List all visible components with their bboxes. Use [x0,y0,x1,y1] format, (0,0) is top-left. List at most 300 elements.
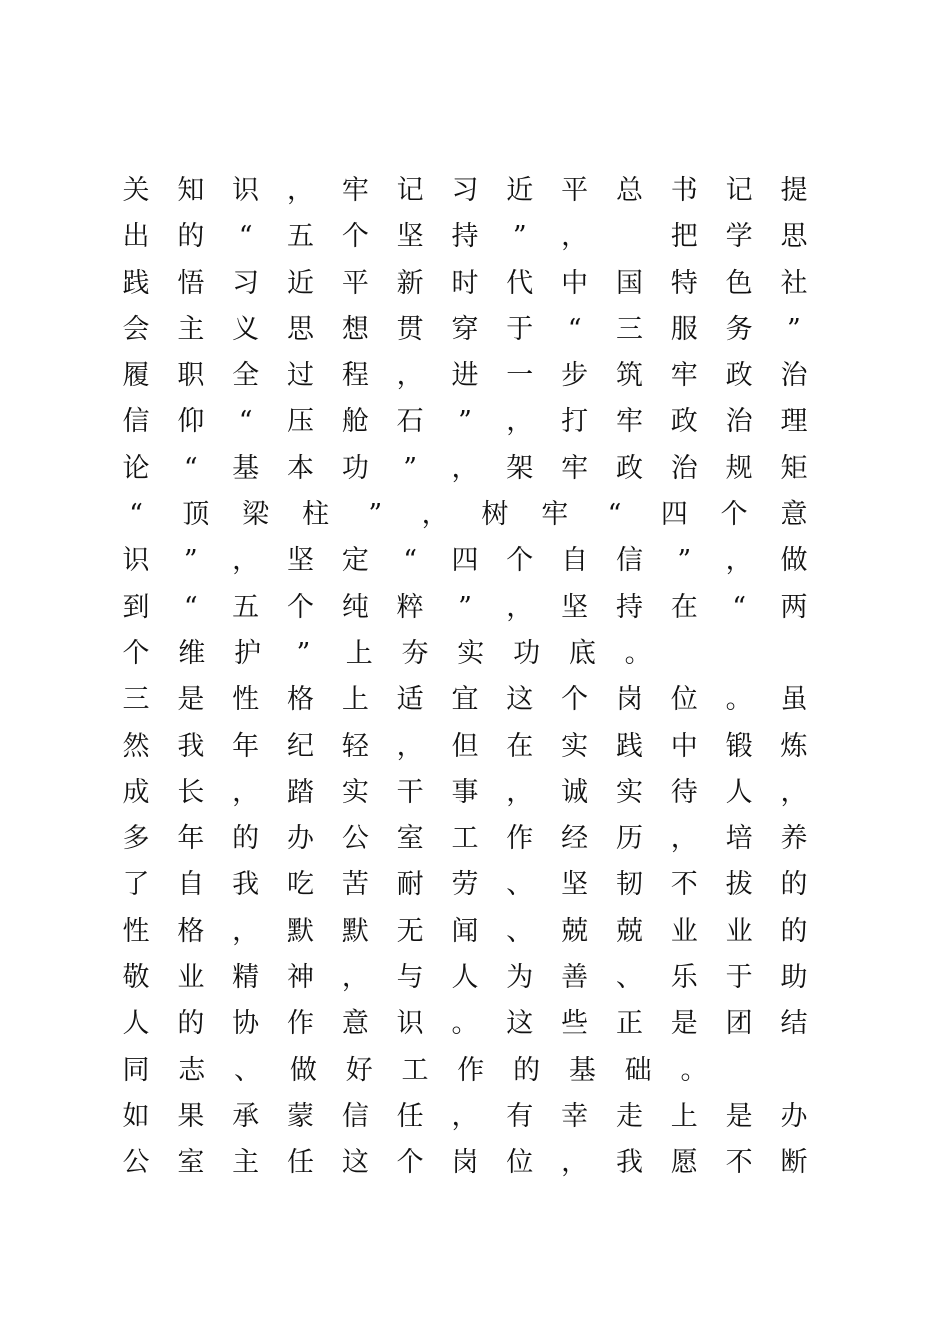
text-char: 、 [234,1054,262,1086]
text-char: 我 [615,1147,643,1179]
text-char: 无 [396,915,424,947]
text-char: 两 [780,591,808,623]
text-char: ， [780,776,808,808]
text-char: 协 [232,1008,260,1040]
text-char: ， [506,406,534,438]
text-char: 会 [122,313,150,345]
text-char: 这 [506,684,534,716]
text-char: 个 [561,684,589,716]
text-char: 护 [234,637,262,669]
text-char: 历 [615,823,643,855]
text-char: ， [506,591,534,623]
text-char: 习 [451,175,479,206]
text-char: 宜 [451,684,479,716]
text-char: 劳 [451,869,479,901]
text-char: 诚 [561,776,589,808]
text-char: 业 [177,962,205,994]
text-char: 个 [506,545,534,577]
text-char: 特 [670,267,698,299]
text-char: 治 [725,406,753,438]
text-char: 总 [615,175,643,206]
text-char: 工 [401,1054,429,1086]
text-char: ” [458,406,472,438]
text-char: 耐 [396,869,424,901]
text-char: 吃 [286,869,314,901]
text-char: 三 [122,684,150,716]
text-line [122,261,808,307]
text-char: 工 [451,823,479,855]
text-char: 我 [232,869,260,901]
text-char: ， [725,545,753,577]
text-char: 到 [122,591,150,623]
text-char: 正 [615,1008,643,1040]
text-line [122,168,808,214]
text-char: 蒙 [286,1100,314,1132]
text-char: 室 [177,1147,205,1179]
text-char: 纯 [341,591,369,623]
text-char: 功 [513,637,541,669]
text-char: 持 [615,591,643,623]
text-char: 岗 [615,684,643,716]
text-char: 把 [670,221,698,253]
text-char: “ [183,591,198,623]
text-char: 断 [780,1147,808,1179]
text-char: 于 [725,962,753,994]
text-char: 锻 [725,730,753,762]
text-char: ， [451,1100,479,1132]
text-char: 牢 [615,406,643,438]
text-char: 信 [615,545,643,577]
text-char: 位 [670,684,698,716]
text-char: 实 [615,776,643,808]
text-char: 想 [341,313,369,345]
text-char: 贯 [396,313,424,345]
text-char: 实 [457,637,485,669]
text-char: 论 [122,452,150,484]
text-char: 矩 [780,452,808,484]
text-char: 维 [178,637,206,669]
text-char: 舱 [341,406,369,438]
text-char: 愿 [670,1147,698,1179]
text-char: 职 [177,360,205,392]
text-char: 培 [725,823,753,855]
text-char: ” [296,637,311,669]
text-char: 室 [396,823,424,855]
text-char: 政 [670,406,698,438]
text-char: 一 [506,360,534,392]
text-char: 这 [341,1147,369,1179]
text-char: 作 [457,1054,485,1086]
text-char: 业 [670,915,698,947]
text-line [122,631,808,677]
text-char: 是 [177,684,205,716]
text-char: 在 [506,730,534,762]
text-char: ， [286,175,314,206]
text-char: 位 [506,1147,534,1179]
text-char: 的 [780,915,808,947]
text-char: “ [238,406,253,438]
text-char: 顶 [182,499,210,531]
text-char: 这 [506,1008,534,1040]
text-char: 。 [680,1054,708,1086]
text-char: 意 [341,1008,369,1040]
text-char: 是 [670,1008,698,1040]
text-line [122,1140,808,1186]
text-char: 默 [341,915,369,947]
text-char: 牢 [341,175,369,206]
text-char: 结 [780,1008,808,1040]
text-char: 个 [122,637,150,669]
text-char: 纪 [286,730,314,762]
text-char: 岗 [451,1147,479,1179]
text-char: 多 [122,823,150,855]
text-char: 规 [725,452,753,484]
text-line [122,862,808,908]
text-char: 个 [341,221,369,253]
text-char: 牢 [541,499,569,531]
text-char: 础 [624,1054,652,1086]
text-char: 书 [670,175,698,206]
text-char: 的 [232,823,260,855]
text-char: 是 [725,1100,753,1132]
text-line [122,214,808,260]
text-char: 干 [396,776,424,808]
text-char: 坚 [561,591,589,623]
text-char: 压 [286,406,314,438]
text-line [122,1094,808,1140]
text-char: 与 [396,962,424,994]
text-char: 记 [725,175,753,206]
text-char: 石 [396,406,424,438]
text-line [122,538,808,584]
text-char: 识 [122,545,150,577]
text-char: 政 [725,360,753,392]
text-char: 悟 [177,267,205,299]
text-char: 长 [177,776,205,808]
text-line [122,724,808,770]
text-char: “ [238,221,253,253]
text-char: 中 [561,267,589,299]
text-char: 兢 [615,915,643,947]
text-char: 政 [615,452,643,484]
text-char: 善 [561,962,589,994]
text-char: ， [232,776,260,808]
text-char: 新 [396,267,424,299]
text-char: 程 [341,360,369,392]
text-char: 牢 [670,360,698,392]
text-char: ” [787,313,801,345]
text-char: “ [183,452,198,484]
text-char: 年 [177,823,205,855]
text-char: 习 [232,267,260,299]
text-char: 、 [506,915,534,947]
text-char: 服 [670,313,698,345]
text-char: 志 [178,1054,206,1086]
text-line [122,677,808,723]
text-char: 持 [451,221,479,253]
text-char: 基 [568,1054,596,1086]
text-char: ， [341,962,369,994]
text-char: 实 [561,730,589,762]
text-char: ” [677,545,692,577]
text-char: 韧 [615,869,643,901]
text-char: 了 [122,869,150,901]
text-char: 于 [506,313,534,345]
text-char: 本 [286,452,314,484]
text-line [122,399,808,445]
text-char: 治 [670,452,698,484]
text-char: 作 [506,823,534,855]
text-char: 提 [780,175,808,206]
text-char: 有 [506,1100,534,1132]
text-char: ， [396,730,424,762]
text-char: 义 [232,313,260,345]
text-char: ， [232,915,260,947]
text-line [122,307,808,353]
text-char: 务 [725,313,753,345]
text-char: 三 [615,313,643,345]
text-char: 自 [561,545,589,577]
text-char: 关 [122,175,150,206]
text-char: 近 [286,267,314,299]
text-char: 色 [725,267,753,299]
text-char: 我 [177,730,205,762]
text-char: 四 [660,499,688,531]
text-char: “ [607,499,622,531]
text-char: 坚 [561,869,589,901]
text-char: 思 [286,313,314,345]
text-char: ， [506,776,534,808]
text-char: ” [403,452,418,484]
text-char: 、 [506,869,534,901]
text-char: 好 [345,1054,373,1086]
text-char: 性 [122,915,150,947]
text-char: 的 [513,1054,541,1086]
text-char: 平 [341,267,369,299]
text-char: 树 [481,499,509,531]
text-char: ， [561,221,589,253]
text-char: 打 [561,406,589,438]
text-char: 中 [670,730,698,762]
text-char: 乐 [670,962,698,994]
text-char: 苦 [341,869,369,901]
text-char: 业 [725,915,753,947]
text-char: 个 [396,1147,424,1179]
text-char: 底 [568,637,596,669]
text-char: 主 [232,1147,260,1179]
text-char: “ [403,545,418,577]
text-char: 主 [177,313,205,345]
text-char: 事 [451,776,479,808]
text-char: ， [561,1147,589,1179]
text-char: 四 [451,545,479,577]
text-char: 走 [615,1100,643,1132]
text-char: 穿 [451,313,479,345]
text-char: 粹 [396,591,424,623]
text-char: “ [567,313,582,345]
text-char: 筑 [615,360,643,392]
text-char: 然 [122,730,150,762]
text-char: 虽 [780,684,808,716]
text-char: 幸 [561,1100,589,1132]
text-line [122,1048,808,1094]
text-char: 养 [780,823,808,855]
text-char: 识 [232,175,260,206]
text-line [122,492,808,538]
text-char: ” [368,499,383,531]
text-line [122,770,808,816]
text-line [122,585,808,631]
text-char: 些 [561,1008,589,1040]
text-char: 识 [396,1008,424,1040]
text-char: 柱 [301,499,329,531]
text-char: 出 [122,221,150,253]
text-char: “ [732,591,747,623]
text-char: ， [421,499,449,531]
text-char: 兢 [561,915,589,947]
text-char: 经 [561,823,589,855]
text-char: 履 [122,360,150,392]
text-char: 理 [780,406,808,438]
text-line [122,955,808,1001]
text-char: ， [396,360,424,392]
text-char: 过 [286,360,314,392]
text-char: 人 [451,962,479,994]
text-line [122,1001,808,1047]
body-text [122,168,808,1187]
text-char: 神 [286,962,314,994]
text-line [122,446,808,492]
text-char: 践 [122,267,150,299]
text-char: 。 [725,684,753,716]
text-char: 为 [506,962,534,994]
text-char: ” [183,545,198,577]
text-char: 格 [286,684,314,716]
text-char: 坚 [286,545,314,577]
text-char: “ [129,499,143,531]
text-char: 拔 [725,869,753,901]
text-char: 不 [670,869,698,901]
text-char: 办 [286,823,314,855]
text-char: 近 [506,175,534,206]
text-char: 信 [122,406,150,438]
text-char: 坚 [396,221,424,253]
text-char: 待 [670,776,698,808]
text-char: 敬 [122,962,150,994]
text-char: 人 [122,1008,150,1040]
text-char: 定 [341,545,369,577]
text-line [122,909,808,955]
text-char: 轻 [341,730,369,762]
text-char: 、 [615,962,643,994]
text-char: 代 [506,267,534,299]
text-char: 。 [451,1008,479,1040]
text-char: 信 [341,1100,369,1132]
text-char: 学 [725,221,753,253]
text-char: ” [458,591,472,623]
text-char: ， [670,823,698,855]
text-char: 进 [451,360,479,392]
text-char: 踏 [286,776,314,808]
text-char: 自 [177,869,205,901]
text-char: 公 [341,823,369,855]
text-char: 夯 [401,637,429,669]
text-char: 国 [615,267,643,299]
text-char: 全 [232,360,260,392]
text-char: 仰 [177,406,205,438]
text-char: 实 [341,776,369,808]
text-char: 精 [232,962,260,994]
text-char: 牢 [561,452,589,484]
text-char: 做 [289,1054,317,1086]
text-char: 架 [506,452,534,484]
text-char: 梁 [242,499,270,531]
text-char: 社 [780,267,808,299]
text-char: 炼 [780,730,808,762]
text-char: 治 [780,360,808,392]
text-char: 记 [396,175,424,206]
text-char: 格 [177,915,205,947]
text-char: 任 [396,1100,424,1132]
text-char: 步 [561,360,589,392]
text-char: 助 [780,962,808,994]
text-char: 五 [286,221,314,253]
text-char: ” [512,221,527,253]
text-char: 任 [286,1147,314,1179]
text-char: 默 [286,915,314,947]
text-char: 成 [122,776,150,808]
text-char: 的 [780,869,808,901]
text-char: 平 [561,175,589,206]
text-char: 五 [232,591,260,623]
text-char: ， [451,452,479,484]
text-char: 意 [780,499,808,531]
text-char: 时 [451,267,479,299]
text-char: 年 [232,730,260,762]
text-char: 功 [341,452,369,484]
text-line [122,353,808,399]
text-line [122,816,808,862]
text-char: 的 [177,1008,205,1040]
text-char: 上 [345,637,373,669]
text-char: 闻 [451,915,479,947]
text-char: 上 [670,1100,698,1132]
text-char: 个 [720,499,748,531]
text-char: 团 [725,1008,753,1040]
text-char: 做 [780,545,808,577]
text-char: 性 [232,684,260,716]
text-char: 上 [341,684,369,716]
text-char: 知 [177,175,205,206]
text-char: 但 [451,730,479,762]
text-char: 公 [122,1147,150,1179]
text-char: 作 [286,1008,314,1040]
text-char: 基 [232,452,260,484]
text-char: 人 [725,776,753,808]
text-char: 同 [122,1054,150,1086]
text-char: 办 [780,1100,808,1132]
text-char: 思 [780,221,808,253]
text-char: 在 [670,591,698,623]
text-char: ， [232,545,260,577]
text-char: 的 [177,221,205,253]
text-char: 不 [725,1147,753,1179]
text-char: 果 [177,1100,205,1132]
text-char: 适 [396,684,424,716]
text-char: 。 [624,637,652,669]
text-char: 如 [122,1100,150,1132]
text-char: 承 [232,1100,260,1132]
